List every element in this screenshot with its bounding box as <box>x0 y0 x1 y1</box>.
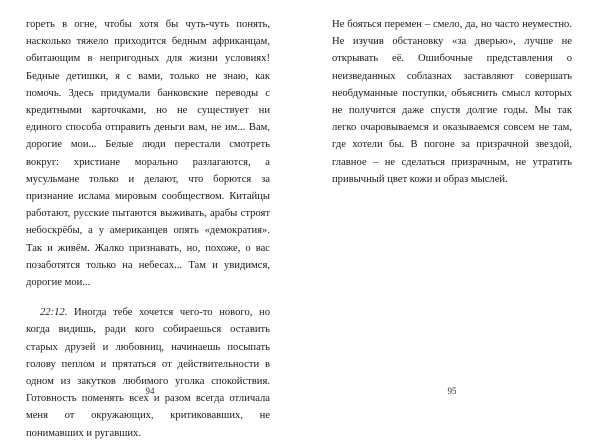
right-page-text <box>332 16 572 188</box>
right-page <box>332 16 572 391</box>
left-page <box>26 16 270 439</box>
right-paragraph-1: Не бояться перемен – смело, да, но часто неуместно. Не изучив обстановку «за дверью», лучше не открывать её. Ошибочные представления о неизведанных соблазнах заставляют совершать необдуманные поступки, объяснить смысл которых не получится даже спустя долгие годы. Мы так легко очаровываемся и оказываемся совсем не там, где хотели бы. В погоне за призрачной звездой, главное – не сделаться призрачным, не утратить привычный цвет кожи и образ мыслей. <box>332 19 572 185</box>
page-number-left: 94 <box>145 386 155 396</box>
left-paragraph-2 <box>26 304 270 442</box>
left-paragraph-2-body: Иногда тебе хочется чего-то нового, но когда видишь, ради кого собираешься оставить старых друзей и любовниц, начинаешь посыпать голову пеплом и прятаться от действительности в одном из закутков любимого уголка спокойствия. Готовность поменять всех и разом всегда отличала меня от окружающих, критиковавших, не понимавших и ругавших. <box>26 307 270 439</box>
diary-time-stamp: 22:12. <box>40 307 68 319</box>
left-paragraph-1: гореть в огне, чтобы хотя бы чуть-чуть понять, насколько тяжело приходится бедным африканцам, обитающим в непригодных для жизни условиях! Бедные детишки, я с вами, только не знаю, как помочь. Здесь придумали банковские переводы с кредитными карточками, но не существует ни единого способа отправить деньги вам, не им... Вам, дорогие мои... Белые люди перестали смотреть вокруг: христиане морально разлагаются, а мусульмане только и делают, что борются за признание ислама мировым сообществом. Китайцы работают, русские пытаются выживать, арабы строят небоскрёбы, а у американцев опять «демократия». Так и живём. Жалко признавать, но, похоже, о вас позаботятся только на небесах... Там и увидимся, дорогие мои... <box>26 19 270 289</box>
left-page-text <box>26 16 270 442</box>
page-number-right: 95 <box>447 386 457 396</box>
